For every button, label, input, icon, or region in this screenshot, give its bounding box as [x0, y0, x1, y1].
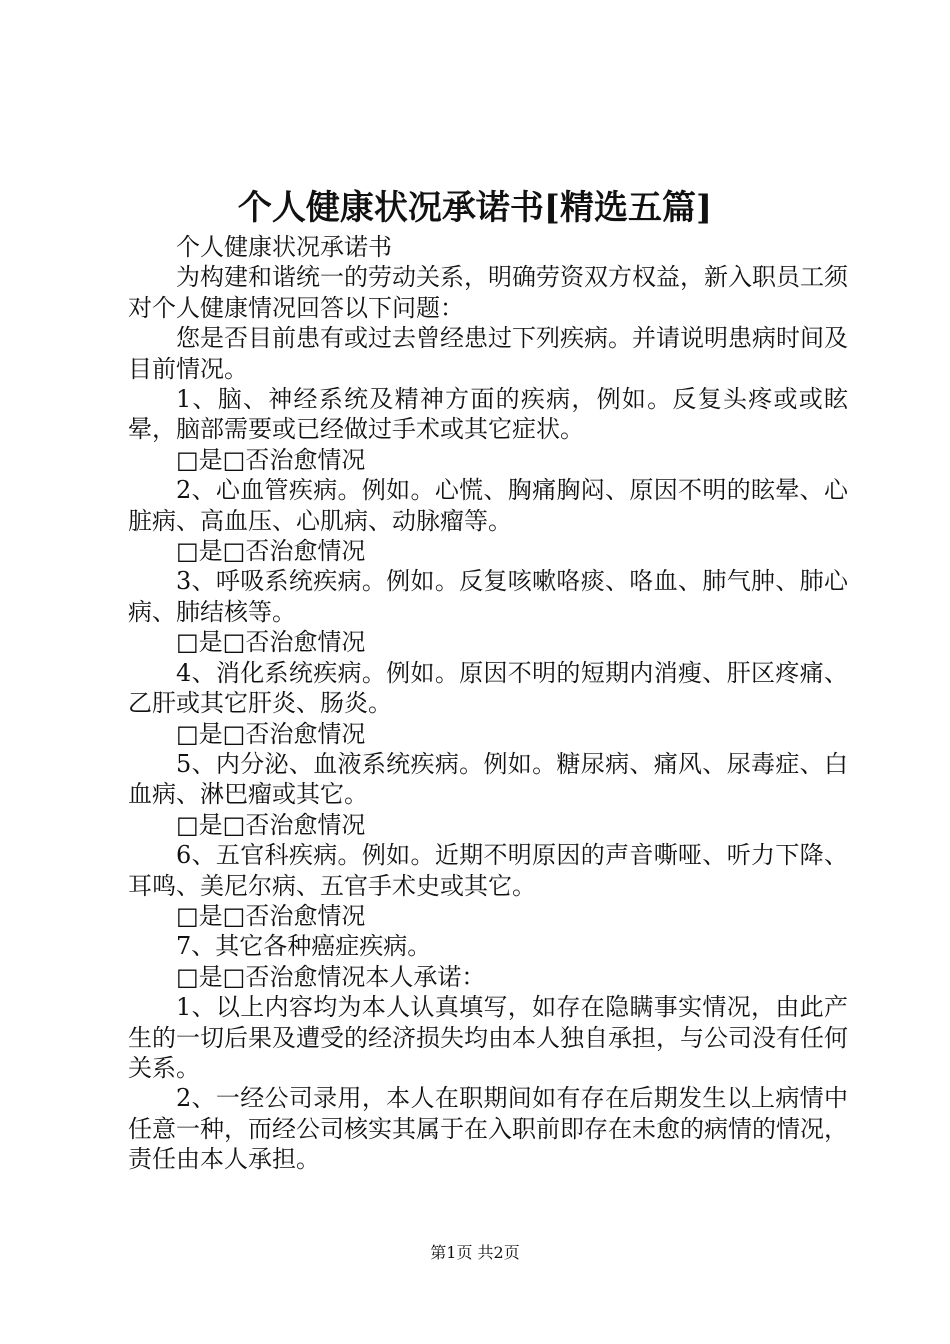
- checkbox-line-6: □是□否治愈情况: [176, 901, 366, 930]
- checkbox-line-7-commitment: □是□否治愈情况本人承诺：: [176, 962, 486, 991]
- paragraph-question: 您是否目前患有或过去曾经患过下列疾病。并请说明患病时间及目前情况。: [128, 324, 848, 383]
- paragraph-intro: 为构建和谐统一的劳动关系，明确劳资双方权益，新入职员工须对个人健康情况回答以下问题：: [128, 263, 848, 322]
- document-body: [128, 232, 848, 1175]
- checkbox-line-5: □是□否治愈情况: [176, 810, 366, 839]
- paragraph-item-3: 3、呼吸系统疾病。例如。反复咳嗽咯痰、咯血、肺气肿、肺心病、肺结核等。: [128, 567, 848, 626]
- paragraph-item-4: 4、消化系统疾病。例如。原因不明的短期内消瘦、肝区疼痛、乙肝或其它肝炎、肠炎。: [128, 658, 848, 718]
- checkbox-line-4: □是□否治愈情况: [176, 719, 366, 748]
- checkbox-line-3: □是□否治愈情况: [176, 628, 366, 657]
- paragraph-item-2: 2、心血管疾病。例如。心慌、胸痛胸闷、原因不明的眩晕、心脏病、高血压、心肌病、动脉瘤等。: [128, 476, 848, 535]
- checkbox-line-2: □是□否治愈情况: [176, 537, 366, 566]
- paragraph-item-6: 6、五官科疾病。例如。近期不明原因的声音嘶哑、听力下降、耳鸣、美尼尔病、五官手术史或其它。: [128, 841, 848, 900]
- checkbox-line-1: □是□否治愈情况: [176, 445, 366, 474]
- page-footer: 第1页 共2页: [430, 1243, 520, 1262]
- commitment-item-1: 1、以上内容均为本人认真填写，如存在隐瞒事实情况，由此产生的一切后果及遭受的经济损失均由本人独自承担，与公司没有任何关系。: [128, 993, 848, 1082]
- paragraph-item-1: 1、脑、神经系统及精神方面的疾病，例如。反复头疼或或眩晕，脑部需要或已经做过手术或其它症状。: [128, 385, 848, 444]
- paragraph-item-5: 5、内分泌、血液系统疾病。例如。糖尿病、痛风、尿毒症、白血病、淋巴瘤或其它。: [128, 749, 848, 809]
- paragraph-item-7: 7、其它各种癌症疾病。: [176, 932, 432, 961]
- commitment-item-2: 2、一经公司录用，本人在职期间如有存在后期发生以上病情中任意一种，而经公司核实其属于在入职前即存在未愈的病情的情况，责任由本人承担。: [128, 1084, 848, 1174]
- paragraph-subtitle: 个人健康状况承诺书: [176, 233, 392, 261]
- document-title: 个人健康状况承诺书[精选五篇]: [237, 188, 713, 228]
